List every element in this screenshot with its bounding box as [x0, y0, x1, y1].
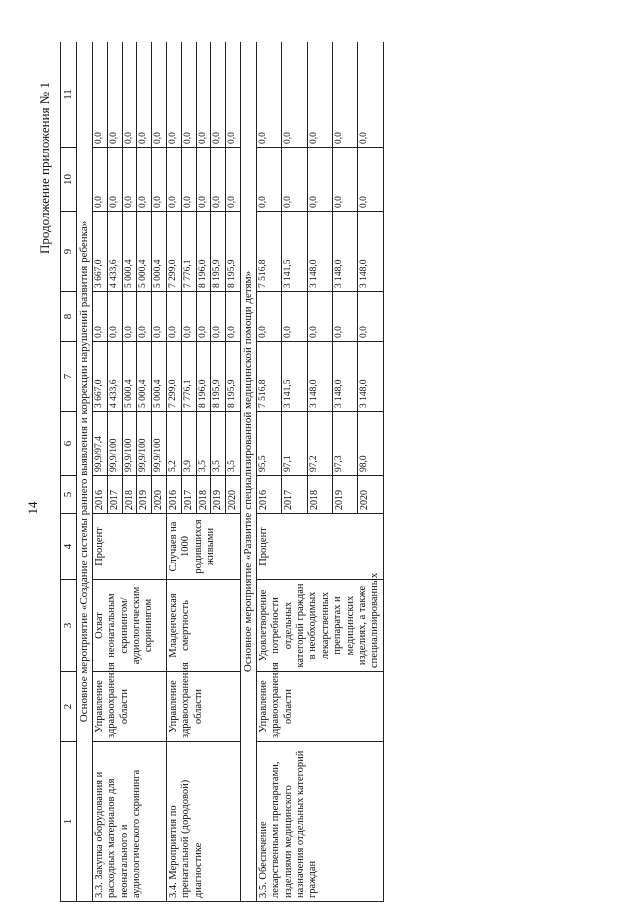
value-cell: 0,0	[358, 148, 383, 212]
value-cell: 7 776,1	[181, 212, 196, 292]
value-cell: 0,0	[196, 42, 211, 148]
column-number-row	[61, 42, 77, 902]
year-cell: 2018	[307, 476, 332, 514]
col-num: 10	[61, 148, 77, 212]
value-cell: 0,0	[226, 292, 241, 342]
value-cell: 7 299,0	[166, 342, 181, 412]
section-row	[240, 42, 256, 902]
value-cell: 0,0	[181, 42, 196, 148]
value-cell: 0,0	[92, 42, 107, 148]
col-num: 11	[61, 42, 77, 148]
value-cell: 0,0	[152, 42, 167, 148]
value-cell: 5,2	[166, 412, 181, 476]
col-num: 7	[61, 342, 77, 412]
col-num: 9	[61, 212, 77, 292]
value-cell: 3 148,0	[332, 342, 357, 412]
value-cell: 3 667,0	[92, 342, 107, 412]
program-table	[60, 42, 384, 902]
value-cell: 0,0	[282, 292, 307, 342]
value-cell: 0,0	[107, 148, 122, 212]
value-cell: 0,0	[307, 42, 332, 148]
value-cell: 3 141,5	[282, 212, 307, 292]
value-cell: 0,0	[181, 292, 196, 342]
value-cell: 99,9/100	[107, 412, 122, 476]
rotated-table-wrapper	[60, 42, 620, 902]
value-cell: 0,0	[332, 292, 357, 342]
measure-unit: Случаев на 1000 родившихся живыми	[166, 514, 240, 580]
value-cell: 99,9/100	[152, 412, 167, 476]
value-cell: 3 148,0	[307, 212, 332, 292]
measure-indicator: Младенческая смертность	[166, 580, 240, 672]
value-cell: 7 516,8	[256, 212, 281, 292]
table-row	[92, 42, 107, 902]
value-cell: 5 000,4	[122, 342, 137, 412]
value-cell: 8 195,9	[226, 212, 241, 292]
col-num: 3	[61, 580, 77, 672]
value-cell: 3 148,0	[358, 342, 383, 412]
table-row	[256, 42, 281, 902]
value-cell: 0,0	[152, 292, 167, 342]
year-cell: 2020	[152, 476, 167, 514]
col-num: 1	[61, 742, 77, 902]
value-cell: 3,5	[196, 412, 211, 476]
value-cell: 0,0	[211, 292, 226, 342]
value-cell: 7 776,1	[181, 342, 196, 412]
value-cell: 95,5	[256, 412, 281, 476]
value-cell: 0,0	[92, 292, 107, 342]
value-cell: 0,0	[282, 42, 307, 148]
document-sheet	[60, 42, 620, 902]
value-cell: 0,0	[137, 148, 152, 212]
value-cell: 7 299,0	[166, 212, 181, 292]
col-num: 4	[61, 514, 77, 580]
value-cell: 99,9/97,4	[92, 412, 107, 476]
value-cell: 97,3	[332, 412, 357, 476]
value-cell: 0,0	[152, 148, 167, 212]
measure-executor: Управление здравоохранения области	[256, 672, 383, 742]
year-cell: 2016	[256, 476, 281, 514]
value-cell: 0,0	[181, 148, 196, 212]
year-cell: 2017	[107, 476, 122, 514]
year-cell: 2018	[196, 476, 211, 514]
value-cell: 3,5	[226, 412, 241, 476]
value-cell: 0,0	[211, 42, 226, 148]
year-cell: 2019	[137, 476, 152, 514]
col-num: 8	[61, 292, 77, 342]
value-cell: 8 195,9	[211, 212, 226, 292]
value-cell: 0,0	[92, 148, 107, 212]
value-cell: 0,0	[226, 42, 241, 148]
value-cell: 3 148,0	[358, 212, 383, 292]
measure-indicator: Охват неонатальным скринингом/ аудиологическим скринингом	[92, 580, 166, 672]
measure-unit: Процент	[256, 514, 383, 580]
year-cell: 2017	[282, 476, 307, 514]
value-cell: 97,2	[307, 412, 332, 476]
value-cell: 4 433,6	[107, 212, 122, 292]
value-cell: 5 000,4	[152, 342, 167, 412]
measure-name: 3.4. Мероприятия по пренатальной (дородовой) диагностике	[166, 742, 240, 902]
value-cell: 0,0	[122, 42, 137, 148]
value-cell: 3 148,0	[307, 342, 332, 412]
value-cell: 0,0	[137, 292, 152, 342]
value-cell: 0,0	[196, 292, 211, 342]
value-cell: 0,0	[307, 292, 332, 342]
value-cell: 3 141,5	[282, 342, 307, 412]
year-cell: 2016	[92, 476, 107, 514]
section-row	[76, 42, 92, 902]
value-cell: 99,9/100	[137, 412, 152, 476]
value-cell: 0,0	[332, 148, 357, 212]
measure-indicator: Удовлетворение потребности отдельных категорий граждан в необходимых лекарственных препаратах и медицинских изделиях, а также специализированных	[256, 580, 383, 672]
value-cell: 97,1	[282, 412, 307, 476]
value-cell: 0,0	[166, 42, 181, 148]
value-cell: 3,5	[211, 412, 226, 476]
value-cell: 0,0	[358, 292, 383, 342]
value-cell: 0,0	[137, 42, 152, 148]
value-cell: 8 195,9	[226, 342, 241, 412]
value-cell: 4 433,6	[107, 342, 122, 412]
col-num: 6	[61, 412, 77, 476]
value-cell: 0,0	[196, 148, 211, 212]
table-row	[166, 42, 181, 902]
measure-executor: Управление здравоохранения области	[166, 672, 240, 742]
value-cell: 99,9/100	[122, 412, 137, 476]
year-cell: 2020	[226, 476, 241, 514]
value-cell: 8 196,0	[196, 342, 211, 412]
page-number: 14	[25, 501, 40, 515]
measure-executor: Управление здравоохранения области	[92, 672, 166, 742]
section-title: Основное мероприятие «Развитие специализированной медицинской помощи детям»	[240, 42, 256, 902]
section-title: Основное мероприятие «Создание системы раннего выявления и коррекции нарушений развития ребенка»	[76, 42, 92, 902]
value-cell: 5 000,4	[137, 342, 152, 412]
value-cell: 0,0	[307, 148, 332, 212]
value-cell: 5 000,4	[122, 212, 137, 292]
value-cell: 7 516,8	[256, 342, 281, 412]
col-num: 2	[61, 672, 77, 742]
year-cell: 2019	[332, 476, 357, 514]
value-cell: 8 195,9	[211, 342, 226, 412]
value-cell: 0,0	[256, 42, 281, 148]
value-cell: 3,9	[181, 412, 196, 476]
value-cell: 5 000,4	[152, 212, 167, 292]
value-cell: 0,0	[332, 42, 357, 148]
value-cell: 0,0	[166, 292, 181, 342]
col-num: 5	[61, 476, 77, 514]
value-cell: 3 148,0	[332, 212, 357, 292]
value-cell: 98,0	[358, 412, 383, 476]
appendix-caption: Продолжение приложения № 1	[37, 82, 52, 254]
value-cell: 0,0	[358, 42, 383, 148]
year-cell: 2016	[166, 476, 181, 514]
value-cell: 8 196,0	[196, 212, 211, 292]
value-cell: 3 667,0	[92, 212, 107, 292]
value-cell: 0,0	[211, 148, 226, 212]
value-cell: 0,0	[256, 292, 281, 342]
year-cell: 2017	[181, 476, 196, 514]
measure-name: 3.3. Закупка оборудования и расходных материалов для неонатального и аудиологического скрининга	[92, 742, 166, 902]
year-cell: 2019	[211, 476, 226, 514]
value-cell: 0,0	[122, 148, 137, 212]
value-cell: 0,0	[282, 148, 307, 212]
year-cell: 2018	[122, 476, 137, 514]
measure-unit: Процент	[92, 514, 166, 580]
value-cell: 0,0	[256, 148, 281, 212]
value-cell: 0,0	[166, 148, 181, 212]
measure-name: 3.5. Обеспечение лекарственными препаратами, изделиями медицинского назначения отдельных категорий граждан	[256, 742, 383, 902]
year-cell: 2020	[358, 476, 383, 514]
value-cell: 5 000,4	[137, 212, 152, 292]
value-cell: 0,0	[226, 148, 241, 212]
value-cell: 0,0	[107, 292, 122, 342]
value-cell: 0,0	[107, 42, 122, 148]
value-cell: 0,0	[122, 292, 137, 342]
